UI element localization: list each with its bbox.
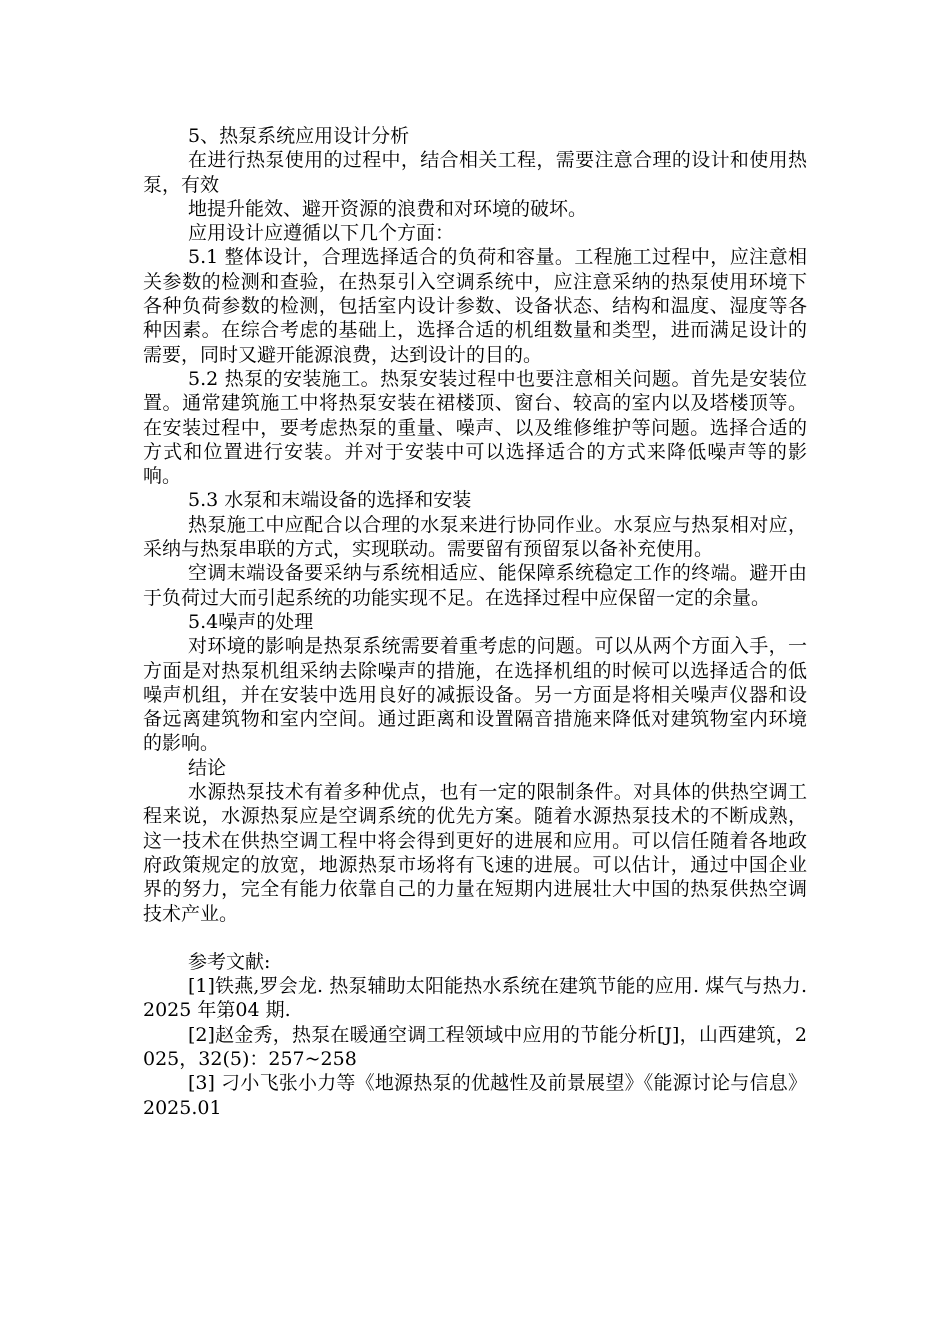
reference-1: [1]铁燕,罗会龙. 热泵辅助太阳能热水系统在建筑节能的应用. 煤气与热力.2025 年第04 期. xyxy=(143,975,807,1022)
spacer xyxy=(143,926,807,950)
heading-5-3: 5.3 水泵和末端设备的选择和安装 xyxy=(188,489,472,512)
paragraph-5-2: 5.2 热泵的安装施工。热泵安装过程中也要注意相关问题。首先是安装位置。通常建筑施工中将热泵安装在裙楼顶、窗台、较高的室内以及塔楼顶等。在安装过程中，要考虑热泵的重量、噪声、以及维修维护等问题。选择合适的方式和位置进行安装。并对于安装中可以选择适合的方式来降低噪声等的影响。 xyxy=(143,367,807,488)
paragraph-5-3-1: 热泵施工中应配合以合理的水泵来进行协同作业。水泵应与热泵相对应，采纳与热泵串联的方式，实现联动。需要留有预留泵以备补充使用。 xyxy=(143,513,807,561)
section-heading: 5、热泵系统应用设计分析 xyxy=(188,125,410,147)
intro-paragraph-2: 地提升能效、避开资源的浪费和对环境的破坏。 xyxy=(188,197,588,220)
paragraph-5-4: 对环境的影响是热泵系统需要着重考虑的问题。可以从两个方面入手，一方面是对热泵机组采纳去除噪声的措施，在选择机组的时候可以选择适合的低噪声机组，并在安装中选用良好的减振设备。另一方面是将相关噪声仪器和设备远离建筑物和室内空间。通过距离和设置隔音措施来降低对建筑物室内环境的影响。 xyxy=(143,635,807,755)
paragraph-5-1: 5.1 整体设计，合理选择适合的负荷和容量。工程施工过程中，应注意相关参数的检测和查验，在热泵引入空调系统中，应注意采纳的热泵使用环境下各种负荷参数的检测，包括室内设计参数、设备状态、结构和温度、湿度等各种因素。在综合考虑的基础上，选择合适的机组数量和类型，进而满足设计的需要，同时又避开能源浪费，达到设计的目的。 xyxy=(143,246,807,366)
conclusion-heading: 结论 xyxy=(188,756,227,779)
reference-2: [2]赵金秀，热泵在暖通空调工程领域中应用的节能分析[J]，山西建筑，2025，32(5)：257~258 xyxy=(143,1023,807,1070)
heading-5-4: 5.4噪声的处理 xyxy=(188,610,314,633)
conclusion-paragraph: 水源热泵技术有着多种优点，也有一定的限制条件。对具体的供热空调工程来说，水源热泵应是空调系统的优先方案。随着水源热泵技术的不断成熟，这一技术在供热空调工程中将会得到更好的进展和应用。可以信任随着各地政府政策规定的放宽，地源热泵市场将有飞速的进展。可以估计，通过中国企业界的努力，完全有能力依靠自己的力量在短期内进展壮大中国的热泵供热空调技术产业。 xyxy=(143,781,807,925)
intro-paragraph-1: 在进行热泵使用的过程中，结合相关工程，需要注意合理的设计和使用热泵，有效 xyxy=(143,149,807,196)
references-heading: 参考文献: xyxy=(188,950,271,973)
paragraph-5-3-2: 空调末端设备要采纳与系统相适应、能保障系统稳定工作的终端。避开由于负荷过大而引起系统的功能实现不足。在选择过程中应保留一定的余量。 xyxy=(143,562,807,609)
reference-3: [3] 刁小飞张小力等《地源热泵的优越性及前景展望》《能源讨论与信息》2025.01 xyxy=(143,1072,807,1119)
document-body xyxy=(143,124,807,1120)
intro-paragraph-3: 应用设计应遵循以下几个方面： xyxy=(188,222,455,245)
